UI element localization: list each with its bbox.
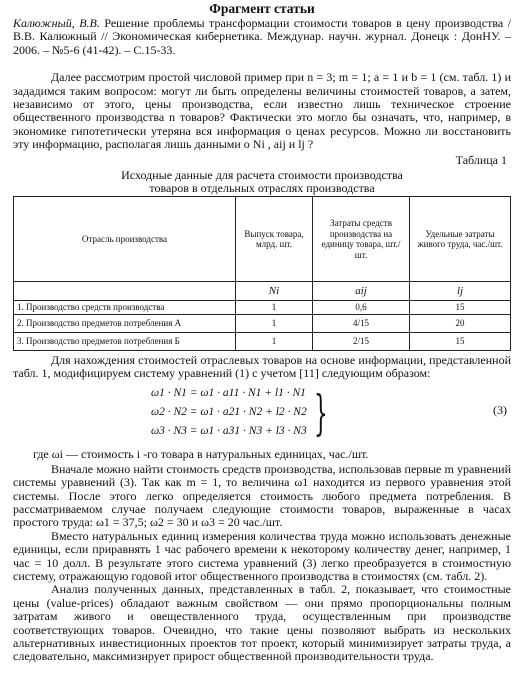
paragraph-1: Далее рассмотрим простой числовой пример при n = 3; m = 1; a = 1 и b = 1 (см. табл. 1) и зададимся таким вопросом: могут ли быть определены величины стоимостей товаров, а затем, независимо от этого, цены производства, если известно лишь техническое строение общественного производства n товаров? Фактически это могло бы означать, что, например, в экономике гипотетически утеряна вся информация о ценах ресурсов. Можно ли восстановить эту информацию, располагая лишь данными о Ni , aij и lj ? [13, 70, 511, 152]
variable-definition: где ωi — стоимость i -го товара в натуральных единицах, час./шт. [33, 447, 369, 462]
equation-system [13, 384, 511, 444]
equation-lines [151, 384, 307, 441]
symbol-cell [14, 282, 236, 301]
table-cell: 1 [236, 301, 313, 315]
column-header: Отрасль производства [14, 197, 236, 282]
table-label: Таблица 1 [455, 152, 507, 167]
table-cell: 2/15 [313, 332, 410, 350]
paragraph-3: Вначале можно найти стоимость средств производства, использовав первые m уравнений системы уравнений (3). Так как m = 1, то величина ω1 находится из первого уравнения этой системы. После этого легко определяется стоимость любого предмета потребления. В рассматриваемом случае получаем следующие стоимости товаров, выраженные в часах простого труда: ω1 = 37,5; ω2 = 30 и ω3 = 20 час./шт. [13, 461, 511, 530]
table-cell: 3. Производство предметов потребления Б [14, 332, 236, 350]
table-cell: 15 [410, 301, 511, 315]
column-header: Затраты средств производства на единицу товара, шт./шт. [313, 197, 410, 282]
table-cell: 0,6 [313, 301, 410, 315]
column-header: Удельные затраты живого труда, час./шт. [410, 197, 511, 282]
equation-1: ω1 · N1 = ω1 · a11 · N1 + l1 · N1 [151, 387, 306, 400]
table-title [13, 169, 511, 194]
table-cell: 4/15 [313, 314, 410, 332]
page-title: Фрагмент статьи [209, 1, 315, 16]
brace-symbol: } [314, 385, 328, 442]
citation-text: Решение проблемы трансформации стоимости товаров в цену производства / В.В. Калюжный // Экономическая кибернетика. Междунар. научн. журнал. Донецк : ДонНУ. – 2006. – №5-6 (41-42). – С.15-33. [13, 16, 511, 57]
table-cell: 2. Производство предметов потребления А [14, 314, 236, 332]
symbol-cell: lj [410, 282, 511, 301]
paragraph-4: Вместо натуральных единиц измерения количества труда можно использовать денежные единицы, если приравнять 1 час рабочего времени к некоторому количеству денег, например, 1 час = 10 долл. В результате этого система уравнений (3) легко преобразуется в стоимостную систему, отражающую годовой итог общественного производства в стоимостях (см. табл. 2). [13, 528, 511, 584]
symbol-cell: Ni [236, 282, 313, 301]
paragraph-2: Для нахождения стоимостей отраслевых товаров на основе информации, представленной табл. 1, модифицируем систему уравнений (1) с учетом [11] следующим образом: [13, 352, 511, 380]
paragraph-5: Анализ полученных данных, представленных в табл. 2, показывает, что стоимостные цены (value-prices) обладают важным свойством — они прямо пропорциональны полным затратам живого и овеществленного труда, осуществленным при производстве соответствующих товаров. Очевидно, что такие цены позволяют выбрать из нескольких альтернативных инвестиционных проектов тот проект, который минимизирует затраты труда, а следовательно, максимизирует прирост общественной производительности труда. [13, 582, 511, 664]
citation [13, 17, 511, 57]
table-cell: 1. Производство средств производства [14, 301, 236, 315]
equation-3: ω3 · N3 = ω1 · a31 · N3 + l3 · N3 [151, 425, 307, 438]
table-symbol-row [14, 282, 511, 301]
column-header: Выпуск товара, млрд. шт. [236, 197, 313, 282]
table-cell: 1 [236, 314, 313, 332]
table-title-line-2: товаров в отдельных отраслях производства [149, 180, 375, 195]
equation-2: ω2 · N2 = ω1 · a21 · N2 + l2 · N2 [151, 406, 307, 419]
citation-author: Калюжный, В.В. [13, 16, 100, 30]
article-fragment [13, 1, 511, 664]
equation-number: (3) [493, 403, 507, 418]
data-table [13, 196, 511, 351]
table-row [14, 314, 511, 332]
table-cell: 1 [236, 332, 313, 350]
table-cell: 15 [410, 332, 511, 350]
table-title-line-1: Исходные данные для расчета стоимости производства [121, 168, 403, 183]
table-cell: 20 [410, 314, 511, 332]
table-header-row [14, 197, 511, 282]
table-row [14, 332, 511, 350]
symbol-cell: aij [313, 282, 410, 301]
table-row [14, 301, 511, 315]
